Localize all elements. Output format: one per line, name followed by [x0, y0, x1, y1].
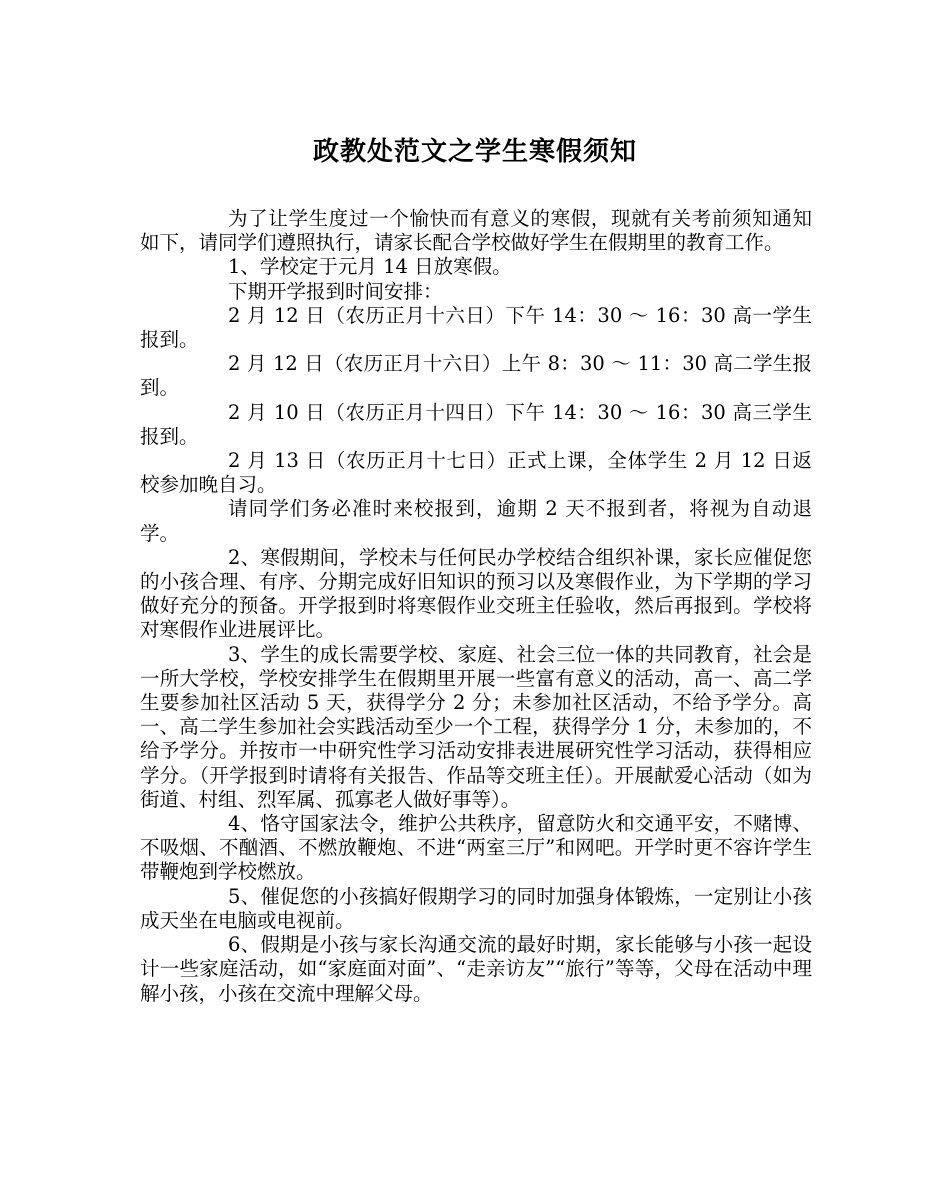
item-5-paragraph: 5、催促您的小孩搞好假期学习的同时加强身体锻炼，一定别让小孩成天坐在电脑或电视前。 — [140, 884, 812, 932]
attendance-notice: 请同学们务必准时来校报到，逾期 2 天不报到者，将视为自动退学。 — [140, 497, 812, 545]
item-4-paragraph: 4、恪守国家法令，维护公共秩序，留意防火和交通平安，不赌博、不吸烟、不酗酒、不燃放鞭炮、不进“两室三厅”和网吧。开学时更不容许学生带鞭炮到学校燃放。 — [140, 812, 812, 884]
schedule-grade-1: 2 月 12 日（农历正月十六日）下午 14：30 ～ 16：30 高一学生报到。 — [140, 303, 812, 352]
page-title: 政教处范文之学生寒假须知 — [312, 137, 637, 167]
schedule-grade-2: 2 月 12 日（农历正月十六日）上午 8：30 ～ 11：30 高二学生报到。 — [140, 352, 812, 400]
document-body — [140, 207, 812, 1006]
schedule-heading: 下期开学报到时间安排： — [228, 279, 443, 303]
item-2-paragraph: 2、寒假期间，学校未与任何民办学校结合组织补课，家长应催促您的小孩合理、有序、分期完成好旧知识的预习以及寒假作业，为下学期的学习做好充分的预备。开学报到时将寒假作业交班主任验收，然后再报到。学校将对寒假作业进展评比。 — [140, 545, 812, 642]
item-6-paragraph: 6、假期是小孩与家长沟通交流的最好时期，家长能够与小孩一起设计一些家庭活动，如“家庭面对面”、“走亲访友”“旅行”等等，父母在活动中理解小孩，小孩在交流中理解父母。 — [140, 933, 812, 1005]
schedule-grade-3: 2 月 10 日（农历正月十四日）下午 14：30 ～ 16：30 高三学生报到。 — [140, 400, 812, 448]
schedule-class-start: 2 月 13 日（农历正月十七日）正式上课，全体学生 2 月 12 日返校参加晚自习。 — [140, 449, 812, 497]
intro-paragraph: 为了让学生度过一个愉快而有意义的寒假，现就有关考前须知通知如下，请同学们遵照执行，请家长配合学校做好学生在假期里的教育工作。 — [140, 207, 812, 255]
item-1-paragraph: 1、学校定于元月 14 日放寒假。 — [228, 255, 512, 279]
item-3-paragraph: 3、学生的成长需要学校、家庭、社会三位一体的共同教育，社会是一所大学校，学校安排学生在假期里开展一些富有意义的活动，高一、高二学生要参加社区活动 5 天，获得学分 2 分；未参加社区活动，不给予学分。高一、高二学生参加社会实践活动至少一个工程，获得学分 1 分，未参加的，不给予学分。并按市一中研究性学习活动安排表进展研究性学习活动，获得相应学分。（开学报到时请将有关报告、作品等交班主任）。开展献爱心活动（如为街道、村组、烈军属、孤寡老人做好事等）。 — [140, 642, 812, 811]
